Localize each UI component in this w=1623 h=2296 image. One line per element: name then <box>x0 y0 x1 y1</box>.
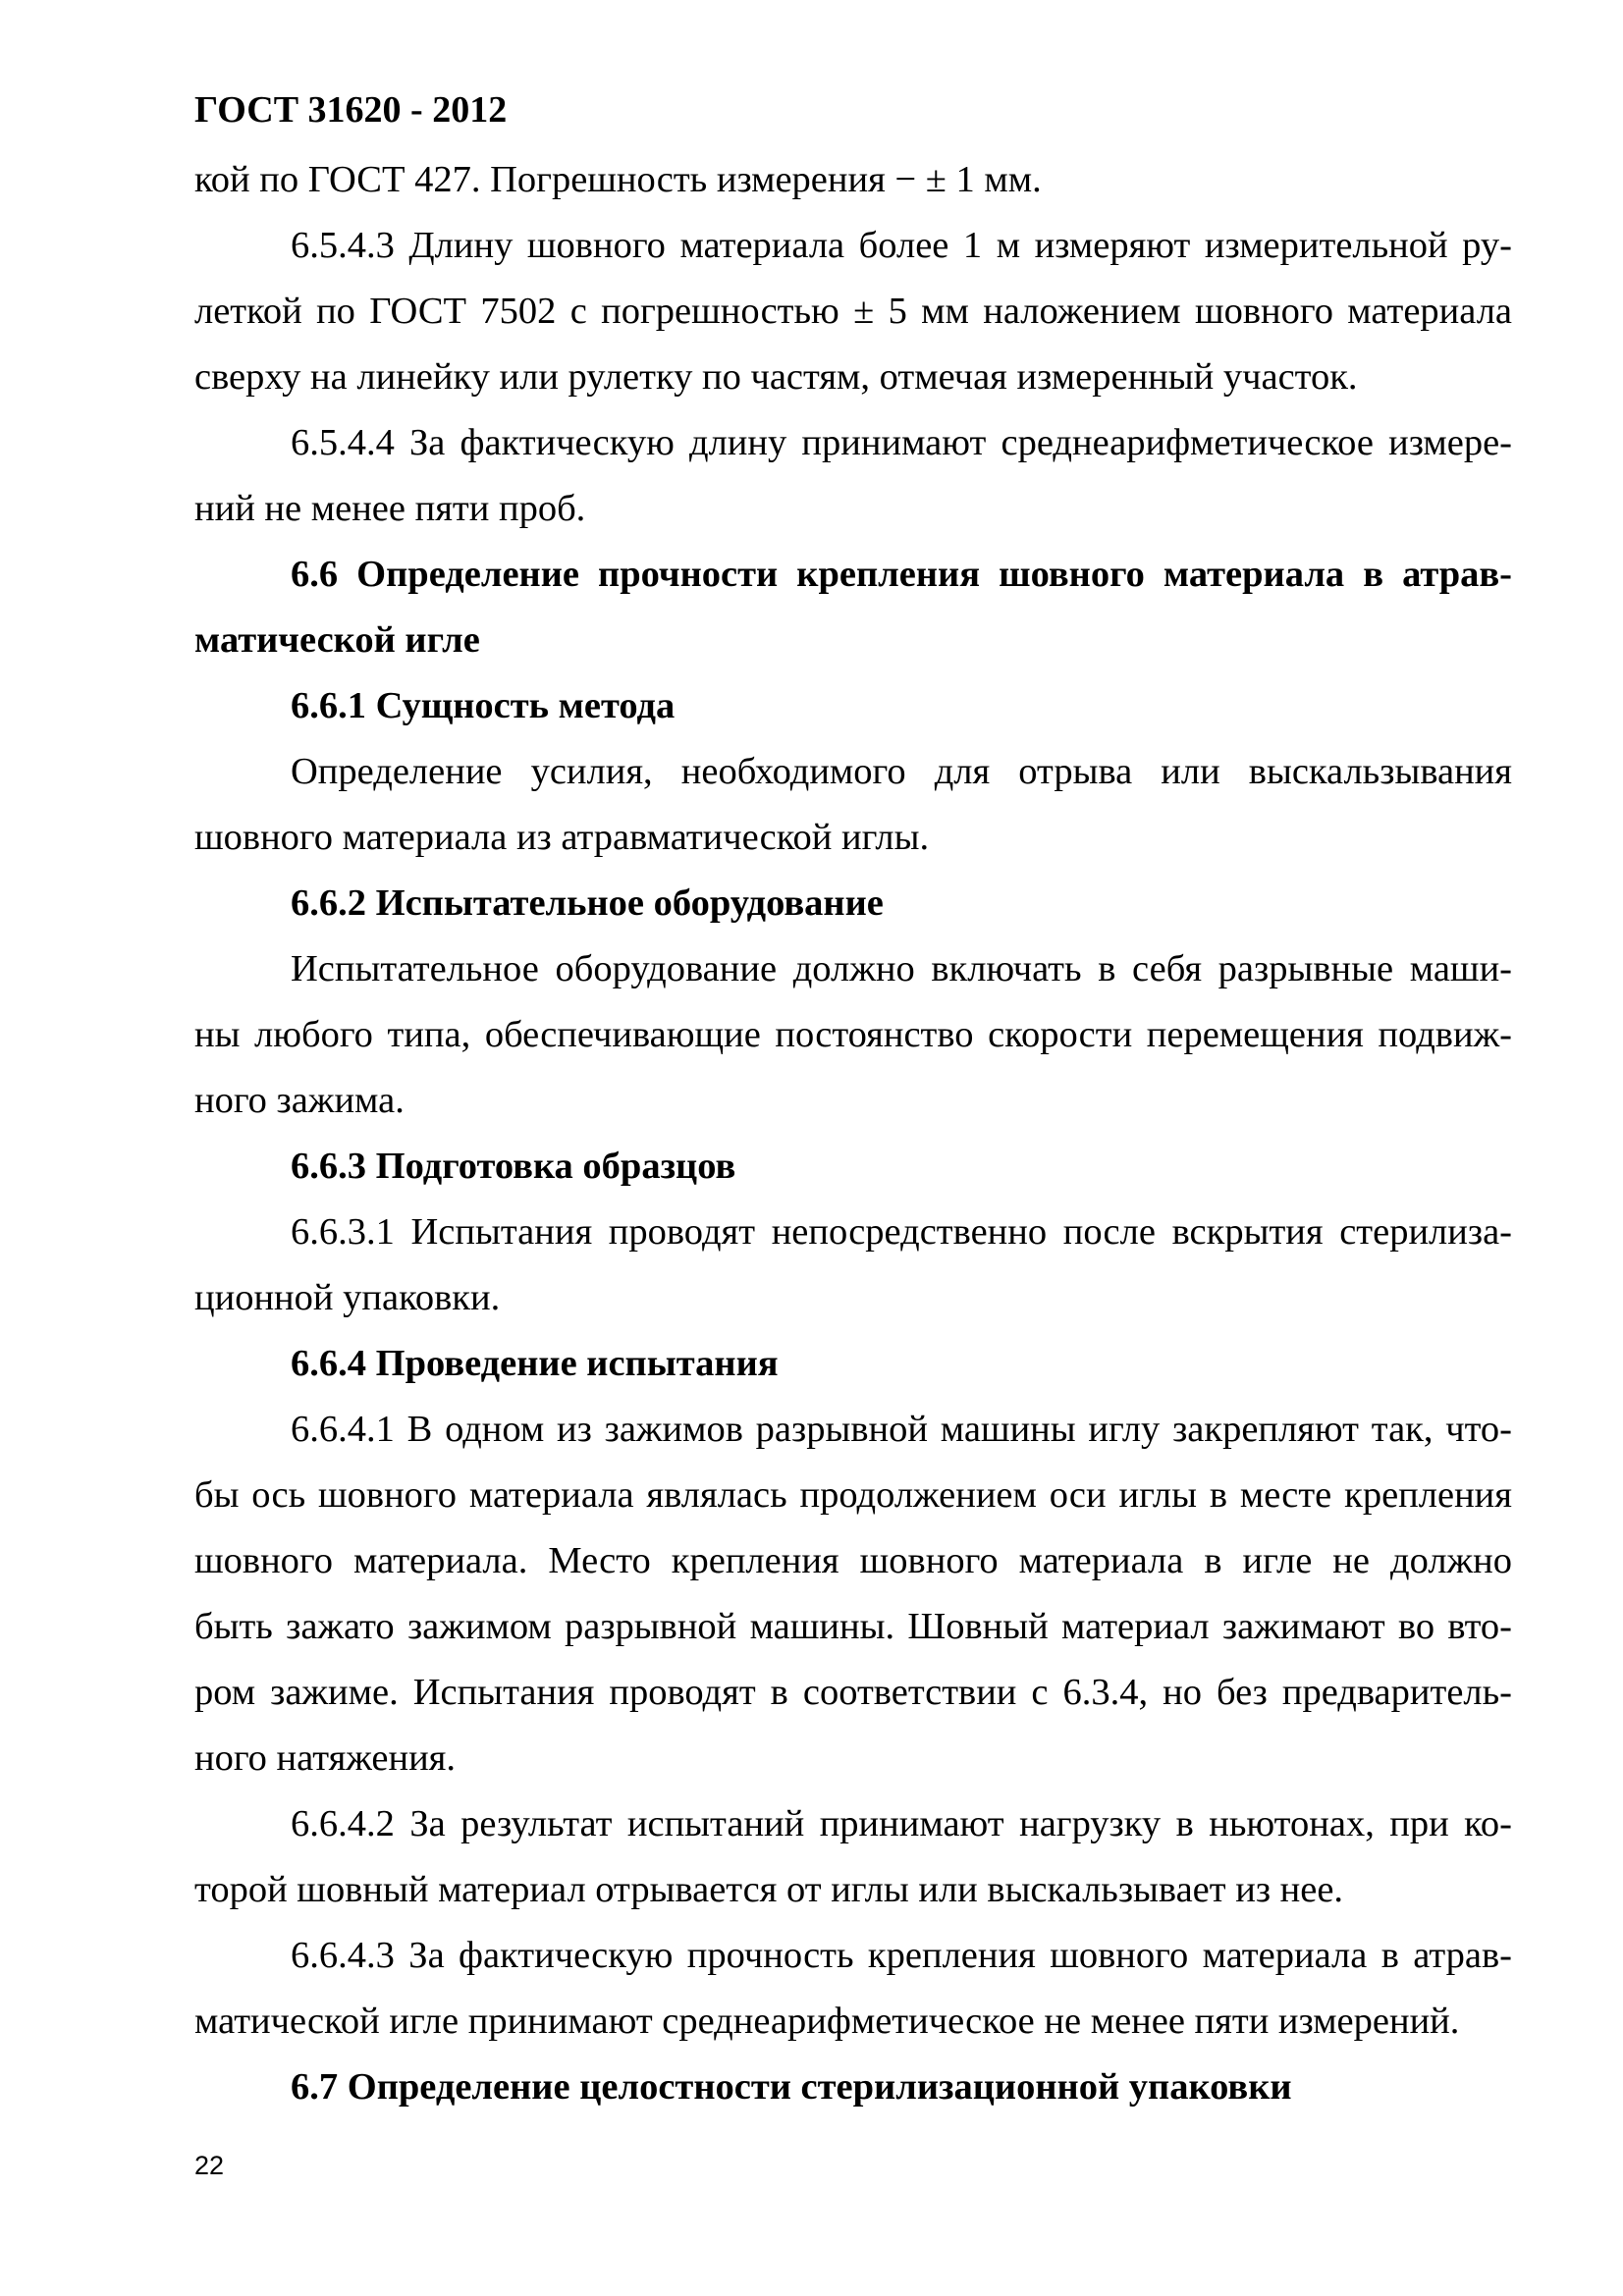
text-line: 6.5.4.3 Длину шовного материала более 1 м измеряют измерительной ру- <box>291 225 1512 266</box>
page-number: 22 <box>194 2151 225 2180</box>
text-line: Испытательное оборудование должно включать в себя разрывные маши- <box>291 948 1512 989</box>
text-line: 6.6.4.1 В одном из зажимов разрывной машины иглу закрепляют так, что- <box>291 1409 1512 1450</box>
text-line: матической игле принимают среднеарифметическое не менее пяти измерений. <box>194 2001 1460 2042</box>
text-line: 6.6.3.1 Испытания проводят непосредственно после вскрытия стерилиза- <box>291 1211 1512 1253</box>
text-line: леткой по ГОСТ 7502 с погрешностью ± 5 мм наложением шовного материала <box>194 291 1512 332</box>
text-line: шовного материала из атравматической иглы. <box>194 817 930 858</box>
section-heading: 6.6 Определение прочности крепления шовного материала в атрав- <box>291 554 1512 595</box>
text-line: ны любого типа, обеспечивающие постоянство скорости перемещения подвиж- <box>194 1014 1512 1055</box>
section-heading: матической игле <box>194 619 480 661</box>
subsection-heading: 6.6.4 Проведение испытания <box>291 1343 779 1384</box>
text-line: ний не менее пяти проб. <box>194 488 586 529</box>
text-line: быть зажато зажимом разрывной машины. Шовный материал зажимают во вто- <box>194 1606 1512 1647</box>
subsection-heading: 6.6.2 Испытательное оборудование <box>291 882 884 924</box>
text-line: ром зажиме. Испытания проводят в соответствии с 6.3.4, но без предваритель- <box>194 1672 1512 1713</box>
document-page <box>194 90 1512 2120</box>
document-header: ГОСТ 31620 - 2012 <box>194 89 508 131</box>
text-line: Определение усилия, необходимого для отрыва или выскальзывания <box>291 751 1512 792</box>
text-line: 6.6.4.3 За фактическую прочность крепления шовного материала в атрав- <box>291 1935 1512 1976</box>
text-line: ного натяжения. <box>194 1737 457 1779</box>
text-line: сверху на линейку или рулетку по частям, отмечая измеренный участок. <box>194 356 1358 398</box>
text-line: 6.6.4.2 За результат испытаний принимают нагрузку в ньютонах, при ко- <box>291 1803 1512 1844</box>
text-line: 6.5.4.4 За фактическую длину принимают среднеарифметическое измере- <box>291 422 1512 463</box>
section-heading: 6.7 Определение целостности стерилизационной упаковки <box>291 2066 1292 2108</box>
text-line: шовного материала. Место крепления шовного материала в игле не должно <box>194 1540 1512 1581</box>
text-line: кой по ГОСТ 427. Погрешность измерения − ± 1 мм. <box>194 159 1042 200</box>
text-line: ционной упаковки. <box>194 1277 501 1318</box>
text-line: торой шовный материал отрывается от иглы или выскальзывает из нее. <box>194 1869 1344 1910</box>
subsection-heading: 6.6.1 Сущность метода <box>291 685 676 726</box>
text-line: ного зажима. <box>194 1080 405 1121</box>
subsection-heading: 6.6.3 Подготовка образцов <box>291 1146 736 1187</box>
text-line: бы ось шовного материала являлась продолжением оси иглы в месте крепления <box>194 1474 1512 1516</box>
